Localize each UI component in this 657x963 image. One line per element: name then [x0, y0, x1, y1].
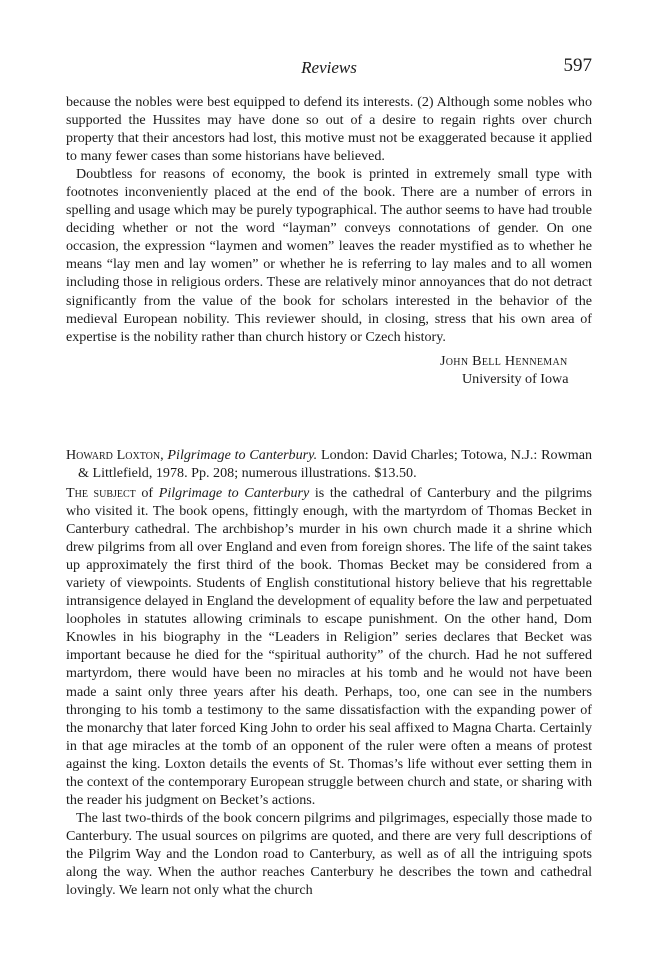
- review-2-of: of: [135, 485, 159, 501]
- review-2-book-title: Pilgrimage to Canterbury: [158, 485, 310, 501]
- reviewer-name: John Bell Henneman: [440, 353, 568, 369]
- review-1-paragraph-1: because the nobles were best equipped to defend its interests. (2) Although some nobles who supported the Hussites may have done so out of a desire to regain rights over church property that their ancestors had lost, this motive must not be exaggerated because it applied to many fewer cases than some historians have believed.: [66, 94, 592, 165]
- review-1-body: [66, 93, 592, 346]
- review-2-paragraph-1-text: is the cathedral of Canterbury and the pilgrims who visited it. The book opens, fittingly enough, with the martyrdom of Thomas Becket in Canterbury cathedral. The archbishop’s murder in his own church made it a shrine which drew pilgrims from all over England and even from foreign shores. The life of the saint takes up approximately the first third of the book. Thomas Becket may be considered from a variety of viewpoints. Students of English constitutional history believe that his regrettable intransigence delayed in England the development of equality before the law and perpetuated loopholes in statutes allowing criminals to escape punishment. On the other hand, Dom Knowles in his biography in the “Leaders in Religion” series declares that Becket was important because he died for the “spiritual authority” of the church. Had he not suffered martyrdom, there would have been no miracles at his tomb and he would not have been made a saint only three years after his death. Perhaps, too, one can see in the numbers thronging to his tomb a testimony to the same dissatisfaction with the expanding power of the monarchy that later forced King John to order his seal affixed to Magna Charta. Certainly in that age miracles at the tomb of an opponent of the ruler were often a means of protest against the king. Loxton details the events of St. Thomas’s life without ever setting them in the context of the contemporary European struggle between church and state, or sharing with the reader his judgment on Becket’s actions.: [66, 485, 592, 808]
- review-2-body: [66, 484, 592, 899]
- review-2-lead-words: The subject: [66, 485, 136, 501]
- running-head: [66, 0, 592, 77]
- citation-author: Howard Loxton: [66, 447, 161, 463]
- review-1-paragraph-2: Doubtless for reasons of economy, the book is printed in extremely small type with footnotes inconveniently placed at the end of the book. There are a number of errors in spelling and usage which may be purely typographical. The author seems to have had trouble deciding whether or not the word “layman” conveys connotations of gender. On one occasion, the expression “laymen and women” leaves the reader mystified as to whether he means “lay men and lay women” or whether he is referring to lay males and to all women including those in religious orders. These are relatively minor annoyances that do not detract significantly from the value of the book for scholars interested in the behavior of the medieval European nobility. This reviewer should, in closing, stress that his own area of expertise is the nobility rather than church history or Czech history.: [66, 166, 592, 345]
- citation-separator: ,: [160, 447, 168, 463]
- reviewer-signature: [440, 352, 568, 388]
- citation-details: London: David Charles; Totowa, N.J.: Rowman & Littlefield, 1978. Pp. 208; numerous illustrations. $13.50.: [78, 447, 593, 481]
- review-2-paragraph-2: The last two-thirds of the book concern pilgrims and pilgrimages, especially those made to Canterbury. The usual sources on pilgrims are quoted, and there are very full descriptions of the Pilgrim Way and the London road to Canterbury, as well as of all the intriguing spots along the way. When the author reaches Canterbury he describes the town and cathedral lovingly. We learn not only what the church: [66, 809, 592, 899]
- page-number: 597: [563, 55, 592, 76]
- review-2-paragraph-1: [66, 484, 592, 809]
- citation-title: Pilgrimage to Canterbury.: [167, 447, 318, 463]
- running-title: Reviews: [301, 58, 357, 77]
- reviewer-affiliation: University of Iowa: [462, 371, 569, 387]
- journal-page: [66, 0, 593, 899]
- book-citation: [66, 446, 592, 482]
